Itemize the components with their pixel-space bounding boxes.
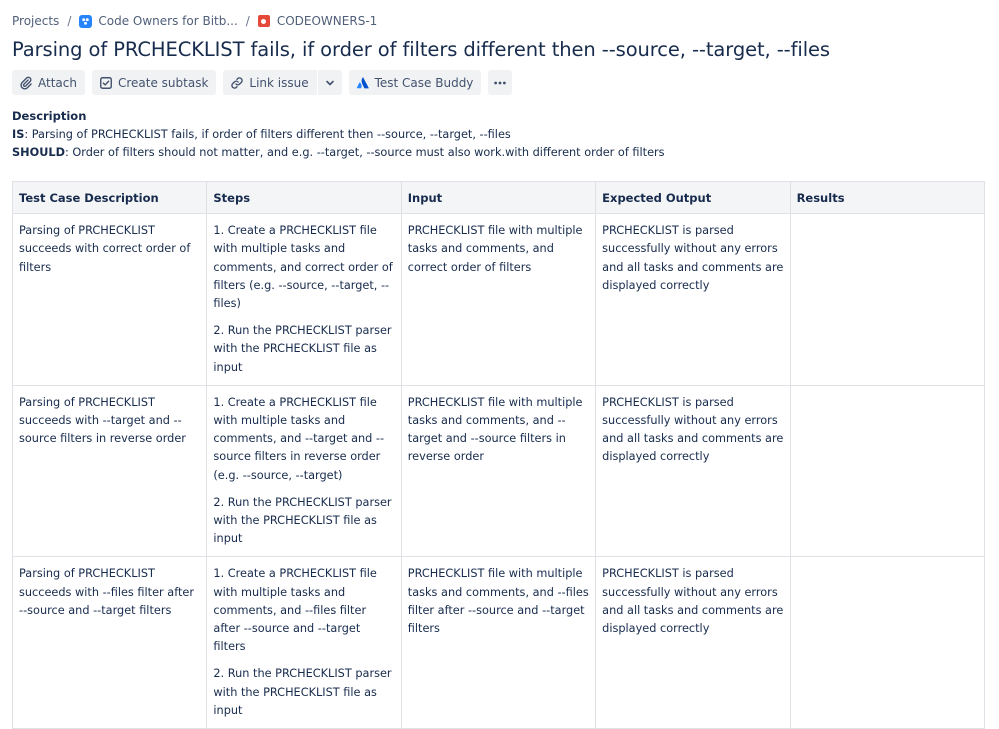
test-case-table-container (12, 181, 984, 729)
cell-input: PRCHECKLIST file with multiple tasks and comments, and --target and --source filters in reverse order (401, 385, 595, 557)
table-row (13, 214, 985, 386)
header-input: Input (401, 182, 595, 214)
test-case-buddy-label: Test Case Buddy (374, 75, 474, 90)
create-subtask-label: Create subtask (117, 75, 209, 90)
is-label: IS (12, 128, 25, 141)
attach-button[interactable] (12, 70, 85, 95)
step-1: 1. Create a PRCHECKLIST file with multiple tasks and comments, and --files filter after --source and --target filters (213, 567, 377, 654)
header-expected-output: Expected Output (596, 182, 790, 214)
cell-results[interactable] (790, 214, 984, 386)
table-row (13, 385, 985, 557)
cell-input: PRCHECKLIST file with multiple tasks and comments, and correct order of filters (401, 214, 595, 386)
link-issue-label: Link issue (249, 75, 309, 90)
link-issue-dropdown-button[interactable] (318, 70, 342, 95)
should-label: SHOULD (12, 146, 65, 159)
breadcrumb-separator: / (245, 14, 250, 28)
bug-icon (258, 15, 270, 27)
breadcrumb-projects-link[interactable]: Projects (12, 14, 60, 28)
breadcrumb-issue-link[interactable] (258, 14, 377, 28)
should-text: : Order of filters should not matter, and e.g. --target, --source must also work.with different order of filters (64, 146, 665, 159)
issue-toolbar (12, 70, 519, 95)
step-2: 2. Run the PRCHECKLIST parser with the PRCHECKLIST file as input (213, 495, 392, 546)
attach-label: Attach (38, 75, 77, 90)
step-2: 2. Run the PRCHECKLIST parser with the PRCHECKLIST file as input (213, 324, 392, 374)
subtask-icon (99, 76, 113, 90)
description-heading: Description (12, 109, 87, 123)
header-results: Results (790, 182, 984, 214)
cell-results[interactable] (790, 385, 984, 557)
cell-steps (207, 557, 401, 729)
project-icon (79, 15, 92, 28)
cell-description: Parsing of PRCHECKLIST succeeds with correct order of filters (13, 214, 207, 386)
test-case-table (12, 181, 985, 729)
description-should-line[interactable] (12, 146, 665, 159)
cell-input: PRCHECKLIST file with multiple tasks and comments, and --files filter after --source and --target filters (401, 557, 595, 729)
cell-description: Parsing of PRCHECKLIST succeeds with --files filter after --source and --target filters (13, 557, 207, 729)
more-icon (493, 76, 507, 90)
header-test-case-description: Test Case Description (13, 182, 207, 214)
more-actions-button[interactable] (488, 70, 512, 95)
step-1: 1. Create a PRCHECKLIST file with multiple tasks and comments, and --target and --source filters in reverse order (e.g. --source, --target) (213, 395, 385, 482)
create-subtask-button[interactable] (92, 70, 216, 95)
table-header-row (13, 182, 985, 214)
cell-description: Parsing of PRCHECKLIST succeeds with --target and --source filters in reverse order (13, 385, 207, 557)
cell-expected-output: PRCHECKLIST is parsed successfully without any errors and all tasks and comments are displayed correctly (596, 214, 790, 386)
link-issue-button[interactable] (223, 70, 316, 95)
description-is-line[interactable] (12, 128, 511, 141)
step-1: 1. Create a PRCHECKLIST file with multiple tasks and comments, and correct order of filters (e.g. --source, --target, --files) (213, 224, 393, 311)
breadcrumb-project-name: Code Owners for Bitb... (98, 14, 238, 28)
cell-steps (207, 214, 401, 386)
cell-expected-output: PRCHECKLIST is parsed successfully without any errors and all tasks and comments are displayed correctly (596, 385, 790, 557)
paperclip-icon (19, 76, 33, 90)
chevron-down-icon (325, 78, 335, 88)
breadcrumb (12, 13, 377, 29)
cell-results[interactable] (790, 557, 984, 729)
cell-steps (207, 385, 401, 557)
breadcrumb-separator: / (67, 14, 72, 28)
test-case-buddy-button[interactable] (349, 70, 482, 95)
cell-expected-output: PRCHECKLIST is parsed successfully without any errors and all tasks and comments are displayed correctly (596, 557, 790, 729)
link-icon (230, 76, 244, 90)
header-steps: Steps (207, 182, 401, 214)
table-row (13, 557, 985, 729)
breadcrumb-issue-key: CODEOWNERS-1 (276, 14, 378, 28)
breadcrumb-project-link[interactable] (79, 14, 237, 28)
issue-title[interactable]: Parsing of PRCHECKLIST fails, if order of filters different then --source, --target, --files (12, 38, 830, 61)
is-text: : Parsing of PRCHECKLIST fails, if order of filters different then --source, --target, --files (24, 128, 511, 141)
atlassian-logo-icon (356, 76, 370, 90)
step-2: 2. Run the PRCHECKLIST parser with the PRCHECKLIST file as input (213, 667, 392, 717)
